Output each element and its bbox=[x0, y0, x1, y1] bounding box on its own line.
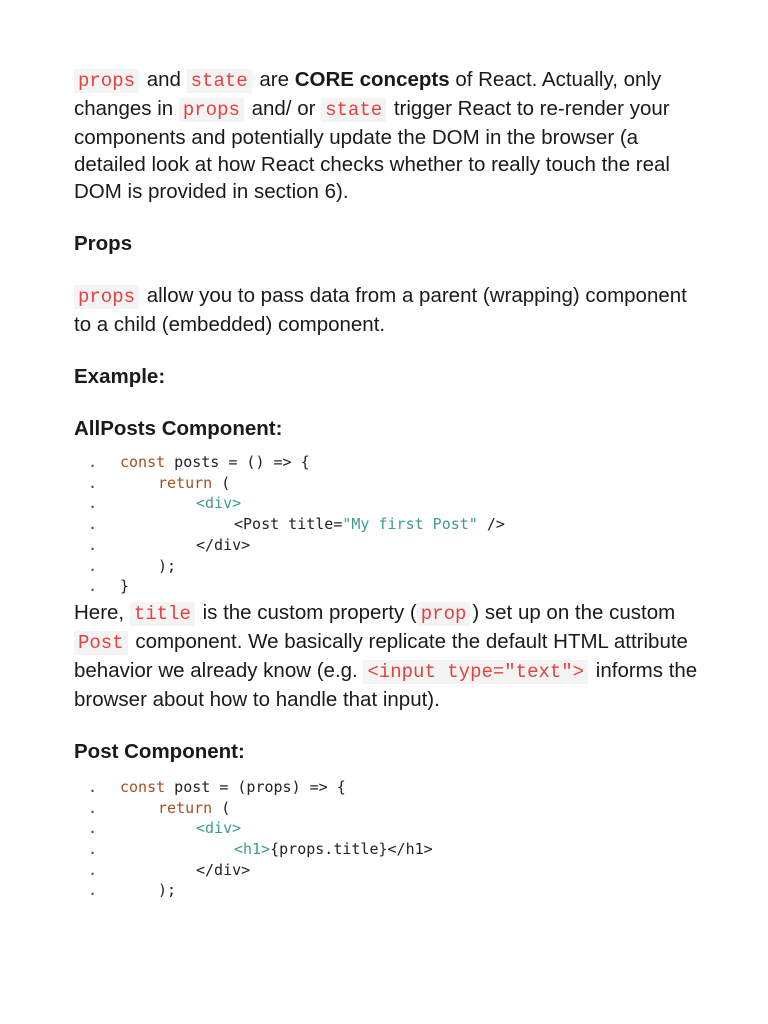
text: Here, bbox=[74, 600, 125, 624]
code-line: . <h1>{props.title}</h1> bbox=[88, 840, 433, 859]
code-line: . <div> bbox=[88, 494, 242, 513]
code-line: . return ( bbox=[88, 473, 231, 492]
props-paragraph bbox=[74, 282, 704, 338]
code-line: . <div> bbox=[88, 819, 242, 838]
code-line: . return ( bbox=[88, 798, 231, 817]
inline-code-post: Post bbox=[74, 631, 128, 655]
code-line: . const post = (props) => { bbox=[88, 777, 346, 796]
text: component. We basically replicate the default HTML attribute behavior we already know (e.g. bbox=[74, 629, 688, 682]
inline-code-input: <input type="text"> bbox=[363, 660, 588, 684]
document-page bbox=[74, 66, 704, 901]
text: and/ or bbox=[251, 97, 316, 120]
allposts-heading: AllPosts Component: bbox=[74, 417, 283, 440]
inline-code-title: title bbox=[130, 602, 195, 626]
text: is the custom property ( bbox=[202, 600, 417, 624]
inline-code-props: props bbox=[74, 285, 139, 309]
code-line: . ); bbox=[88, 881, 177, 900]
example-heading: Example: bbox=[74, 365, 166, 388]
code-line: . </div> bbox=[88, 535, 251, 554]
text: and bbox=[146, 68, 181, 91]
allposts-code-block bbox=[74, 442, 704, 597]
props-heading: Props bbox=[74, 232, 133, 255]
code-line: . const posts = () => { bbox=[88, 453, 310, 471]
code-line: . <Post title="My first Post" /> bbox=[88, 515, 505, 534]
text: ) set up on the custom bbox=[472, 600, 676, 624]
text: informs the browser about how to handle that input). bbox=[74, 658, 698, 711]
intro-paragraph bbox=[74, 66, 704, 205]
text: are bbox=[259, 68, 289, 91]
post-code-block bbox=[74, 765, 704, 901]
bold-core-concepts: CORE concepts bbox=[294, 68, 450, 91]
inline-code-props: props bbox=[179, 98, 244, 122]
text: trigger React to re-render your components and potentially update the DOM in the browser (a detailed look at how React checks whether to really touch the real DOM is provided in section 6). bbox=[74, 97, 670, 203]
code-line: . } bbox=[88, 577, 130, 596]
code-line: . </div> bbox=[88, 860, 251, 879]
post-heading: Post Component: bbox=[74, 739, 245, 763]
text: allow you to pass data from a parent (wrapping) component to a child (embedded) component. bbox=[74, 284, 687, 336]
inline-code-prop: prop bbox=[417, 602, 471, 626]
inline-code-props: props bbox=[74, 69, 139, 93]
code-line: . ); bbox=[88, 556, 177, 575]
inline-code-state: state bbox=[321, 98, 386, 122]
text: of React. Actually, only changes in bbox=[74, 68, 662, 120]
here-paragraph bbox=[74, 599, 704, 713]
inline-code-state: state bbox=[187, 69, 252, 93]
